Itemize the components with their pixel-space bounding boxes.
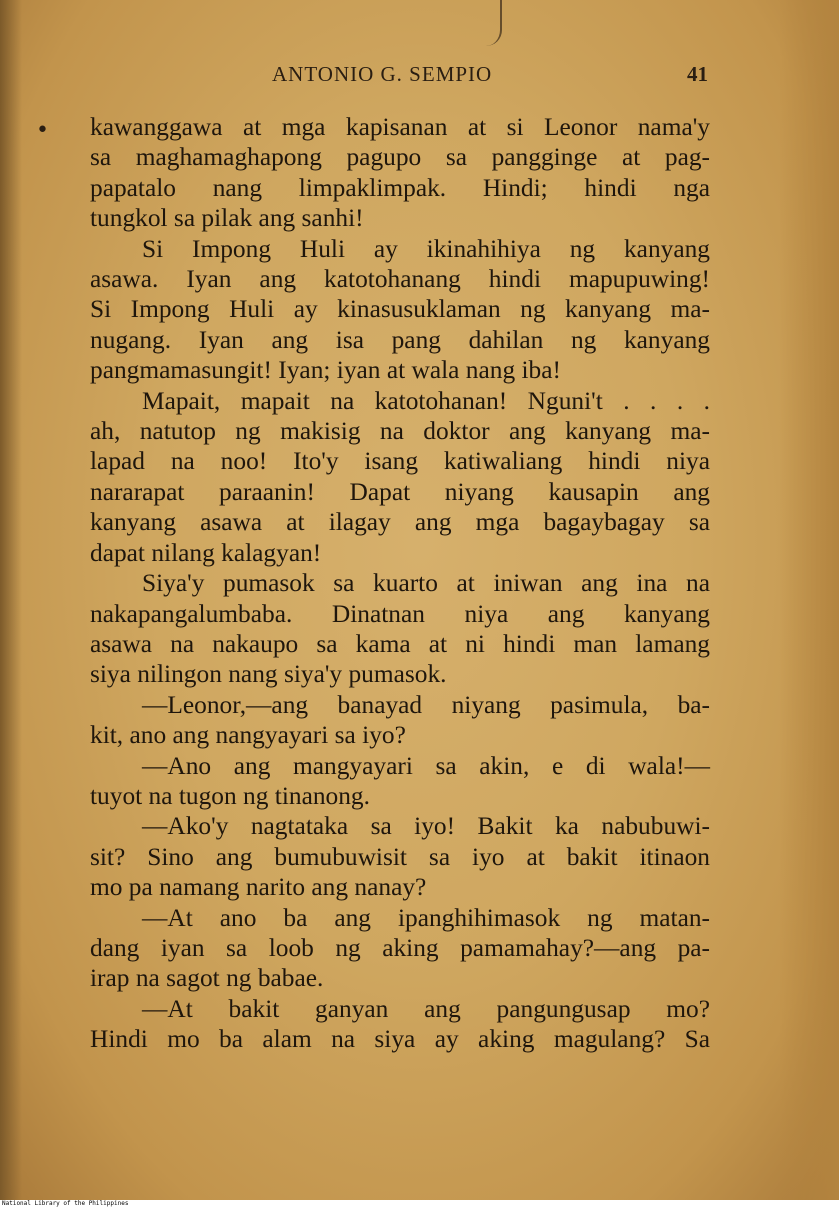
text-line: papatalo nang limpaklimpak. Hindi; hindi nga [90, 173, 710, 202]
text-line: siya nilingon nang siya'y pumasok. [90, 660, 447, 689]
text-line: —Leonor,—ang banayad niyang pasimula, ba- [142, 690, 710, 719]
body-text [90, 112, 710, 1055]
text-line: pangmamasungit! Iyan; iyan at wala nang iba! [90, 356, 561, 385]
text-line: sit? Sino ang bumubuwisit sa iyo at bakit itinaon [90, 842, 710, 871]
text-line: —At bakit ganyan ang pangungusap mo? [142, 994, 710, 1023]
running-head: ANTONIO G. SEMPIO [272, 62, 493, 86]
text-line: Si Impong Huli ay kinasusuklaman ng kanyang ma- [90, 295, 710, 324]
text-line: Hindi mo ba alam na siya ay aking magulang? Sa [90, 1025, 710, 1054]
text-line: Si Impong Huli ay ikinahihiya ng kanyang [142, 234, 710, 263]
text-line: nakapangalumbaba. Dinatnan niya ang kanyang [90, 599, 710, 628]
text-line: irap na sagot ng babae. [90, 964, 324, 993]
text-line: dapat nilang kalagyan! [90, 538, 322, 567]
text-line: tuyot na tugon ng tinanong. [90, 781, 370, 810]
margin-dot: • [36, 118, 49, 143]
text-line: kawanggawa at mga kapisanan at si Leonor nama'y [90, 113, 710, 141]
text-line: tungkol sa pilak ang sanhi! [90, 204, 364, 233]
text-line: ah, natutop ng makisig na doktor ang kanyang ma- [90, 417, 710, 446]
text-line: asawa na nakaupo sa kama at ni hindi man lamang [90, 629, 710, 658]
binding-fold-mark [486, 0, 502, 46]
text-line: —At ano ba ang ipanghihimasok ng matan- [142, 903, 710, 932]
text-line: nugang. Iyan ang isa pang dahilan ng kanyang [90, 325, 710, 354]
text-line: asawa. Iyan ang katotohanang hindi mapupuwing! [90, 265, 710, 294]
page-number: 41 [687, 62, 708, 86]
text-line: sa maghamaghapong pagupo sa pangginge at pag- [90, 143, 710, 172]
text-line: Mapait, mapait na katotohanan! Nguni't . . . . [142, 386, 710, 415]
text-line: mo pa namang narito ang nanay? [90, 873, 427, 902]
text-line: nararapat paraanin! Dapat niyang kausapin ang [90, 477, 710, 506]
page-shadow-left [0, 0, 22, 1200]
text-line: dang iyan sa loob ng aking pamamahay?—ang pa- [90, 933, 710, 962]
text-line: kanyang asawa at ilagay ang mga bagaybagay sa [90, 508, 710, 537]
page-shadow-right [779, 0, 839, 1200]
library-attribution: National Library of the Philippines [0, 1200, 839, 1208]
text-line: Siya'y pumasok sa kuarto at iniwan ang ina na [142, 569, 710, 598]
text-line: —Ako'y nagtataka sa iyo! Bakit ka nabubuwi- [142, 812, 710, 841]
text-line: —Ano ang mangyayari sa akin, e di wala!— [142, 751, 710, 780]
text-line: lapad na noo! Ito'y isang katiwaliang hindi niya [90, 447, 710, 476]
text-line: kit, ano ang nangyayari sa iyo? [90, 721, 406, 750]
